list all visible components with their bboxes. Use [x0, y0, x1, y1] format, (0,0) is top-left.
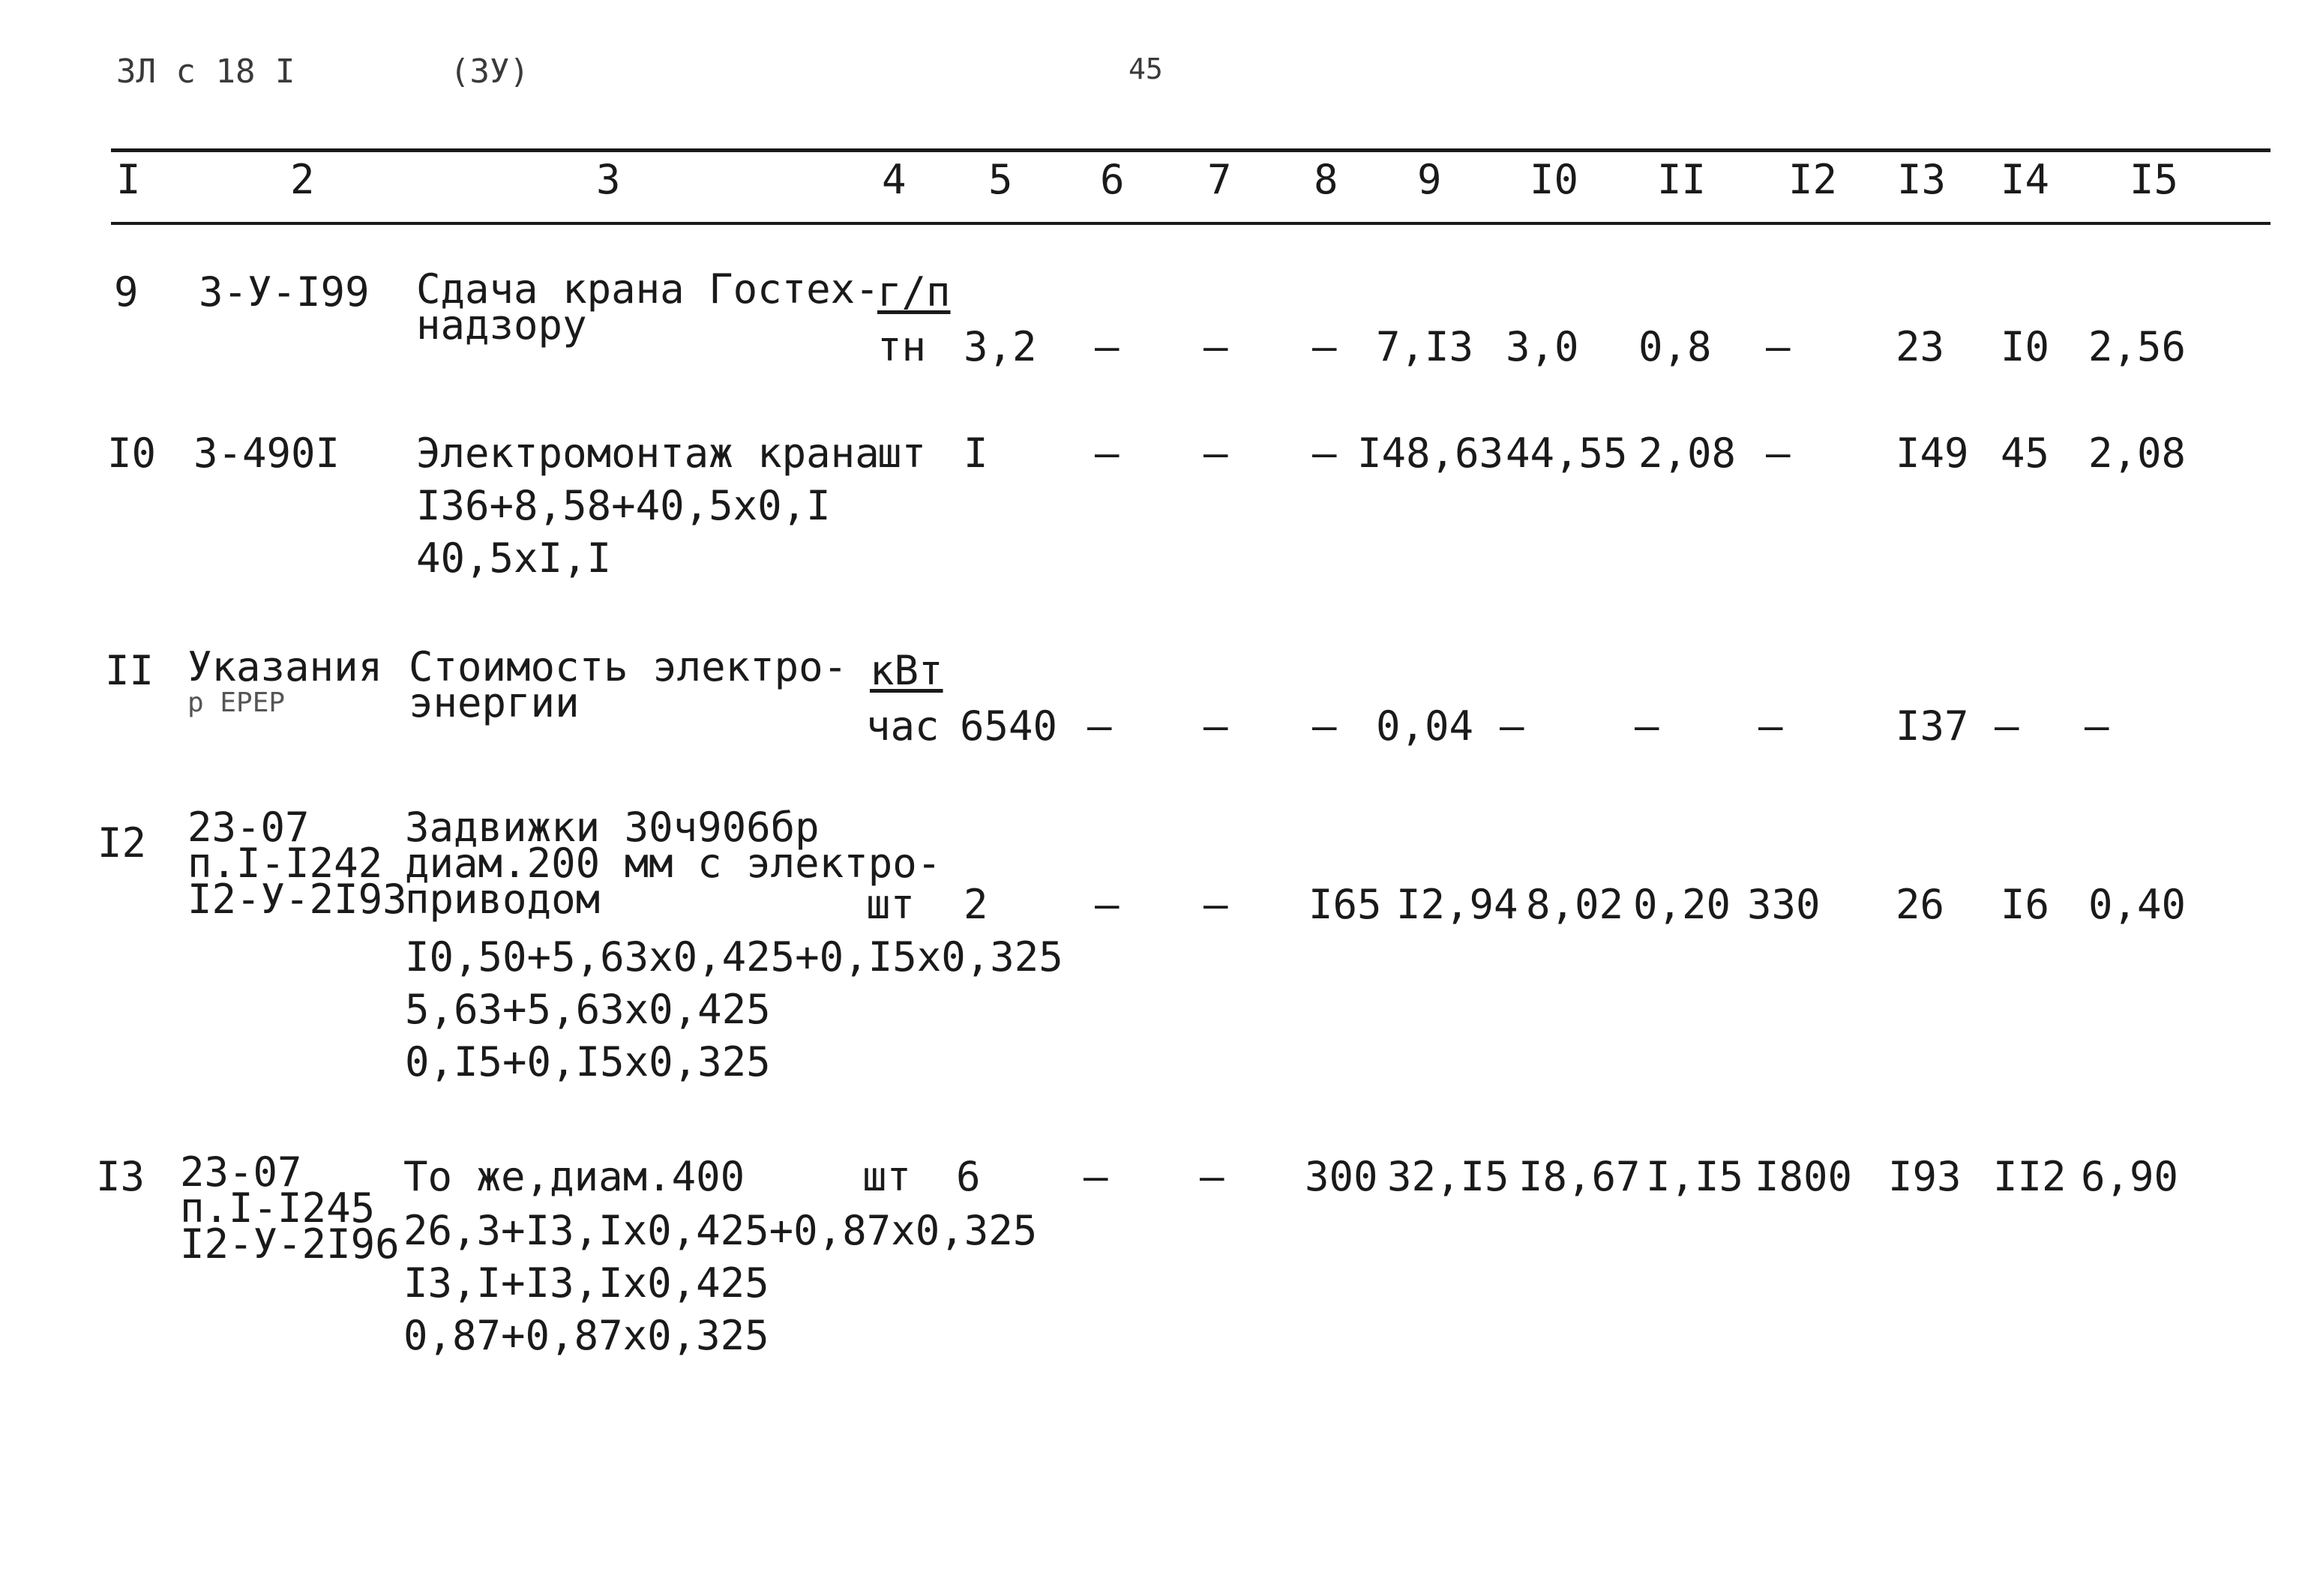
row-description — [405, 804, 942, 923]
value-col13: I93 — [1888, 1153, 1962, 1200]
value-col5: 3,2 — [964, 323, 1037, 370]
table-top-rule — [111, 148, 2271, 152]
calculation-line: 0,I5+0,I5x0,325 — [405, 1038, 771, 1085]
value-col11: 0,20 — [1633, 881, 1731, 928]
value-col10: I8,67 — [1518, 1153, 1641, 1200]
value-col15: – — [2085, 702, 2109, 750]
column-number: 4 — [882, 156, 907, 203]
value-col8: – — [1312, 702, 1337, 750]
value-col5: 6 — [956, 1153, 981, 1200]
value-col6: – — [1087, 702, 1112, 750]
column-number: I2 — [1788, 156, 1838, 203]
reference-line: Указания — [187, 643, 383, 690]
table-header-rule — [111, 222, 2271, 225]
value-col15: 6,90 — [2081, 1153, 2179, 1200]
value-col15: 2,08 — [2088, 430, 2187, 477]
row-number: I3 — [96, 1153, 145, 1200]
unit: шт — [866, 881, 916, 928]
value-col11: 2,08 — [1638, 430, 1737, 477]
value-col10: – — [1500, 702, 1524, 750]
row-reference — [187, 643, 383, 721]
unit: шт — [877, 430, 927, 477]
description-line: Сдача крана Гостех- — [416, 265, 880, 313]
row-description — [416, 265, 880, 349]
reference-line: I2-У-2I96 — [180, 1220, 400, 1268]
row-reference: 3-У-I99 — [199, 268, 370, 316]
column-number: 7 — [1207, 156, 1232, 203]
value-col13: I49 — [1896, 430, 1969, 477]
value-col8: 300 — [1305, 1153, 1378, 1200]
calculation-line: I0,50+5,63x0,425+0,I5x0,325 — [405, 933, 1063, 981]
value-col15: 2,56 — [2088, 323, 2187, 370]
unit: шт — [862, 1153, 912, 1200]
column-number: 8 — [1314, 156, 1338, 203]
description-line: Стоимость электро- — [409, 643, 848, 690]
value-col8: – — [1312, 430, 1337, 477]
value-col6: – — [1095, 430, 1120, 477]
calculation-line: 0,87+0,87x0,325 — [403, 1312, 769, 1359]
description-line: диам.200 мм с электро- — [405, 840, 942, 887]
value-col9: I48,63 — [1357, 430, 1504, 477]
reference-line: 23-07 — [187, 804, 310, 851]
value-col7: – — [1200, 1153, 1224, 1200]
unit-top: кВт — [870, 647, 943, 694]
value-col9: 7,I3 — [1376, 323, 1474, 370]
column-number: 5 — [988, 156, 1013, 203]
value-col8: I65 — [1308, 881, 1382, 928]
row-number: I0 — [107, 430, 157, 477]
value-col11: 0,8 — [1638, 323, 1712, 370]
value-col14: 45 — [2001, 430, 2050, 477]
column-number: I — [116, 156, 141, 203]
row-reference — [180, 1148, 400, 1268]
value-col12: – — [1766, 430, 1791, 477]
description-line: Электромонтаж крана — [416, 430, 880, 477]
value-col14: II2 — [1993, 1153, 2067, 1200]
row-description — [416, 427, 880, 585]
description-line: надзору — [416, 301, 587, 349]
value-col6: – — [1084, 1153, 1108, 1200]
value-col9: 0,04 — [1376, 702, 1474, 750]
column-number: I0 — [1530, 156, 1579, 203]
value-col9: I2,94 — [1396, 881, 1518, 928]
unit-top: г/п — [877, 268, 951, 316]
description-line: Задвижки 30ч906бр — [405, 804, 820, 851]
reference-line: I2-У-2I93 — [187, 876, 407, 923]
column-number: II — [1657, 156, 1707, 203]
row-calculation — [405, 931, 1063, 1088]
header-code: (ЗУ) — [450, 52, 529, 91]
value-col12: I800 — [1755, 1153, 1853, 1200]
value-col13: 23 — [1896, 323, 1945, 370]
row-number: II — [105, 647, 154, 694]
value-col5: 2 — [964, 881, 988, 928]
value-col7: – — [1203, 881, 1228, 928]
value-col5: 6540 — [960, 702, 1058, 750]
row-calculation — [403, 1205, 1037, 1362]
description-line: приводом — [405, 876, 601, 923]
value-col14: I0 — [2001, 323, 2050, 370]
value-col14: – — [1995, 702, 2019, 750]
row-number: I2 — [97, 819, 147, 867]
value-col11: – — [1635, 702, 1659, 750]
column-number: I3 — [1897, 156, 1947, 203]
unit: час — [866, 702, 940, 750]
value-col5: I — [964, 430, 988, 477]
value-col9: 32,I5 — [1387, 1153, 1509, 1200]
calculation-line: I3,I+I3,Ix0,425 — [403, 1259, 769, 1307]
row-description — [409, 643, 848, 726]
value-col13: 26 — [1896, 881, 1945, 928]
reference-line: р ЕРЕР — [187, 687, 286, 718]
reference-line: 23-07 — [180, 1148, 302, 1196]
value-col7: – — [1203, 430, 1228, 477]
value-col10: 8,02 — [1526, 881, 1624, 928]
description-line: I36+8,58+40,5x0,I — [416, 482, 831, 529]
header-left-marks: ЗЛ с 18 I — [116, 52, 295, 91]
column-number: 3 — [596, 156, 621, 203]
value-col12: 330 — [1747, 881, 1821, 928]
value-col11: I,I5 — [1646, 1153, 1744, 1200]
column-number: 2 — [290, 156, 315, 203]
value-col13: I37 — [1896, 702, 1969, 750]
value-col6: – — [1095, 881, 1120, 928]
value-col7: – — [1203, 702, 1228, 750]
row-number: 9 — [114, 268, 139, 316]
row-description: То же,диам.400 — [403, 1153, 745, 1200]
value-col10: 44,55 — [1506, 430, 1628, 477]
row-reference: 3-490I — [193, 430, 340, 477]
value-col15: 0,40 — [2088, 881, 2187, 928]
value-col7: – — [1203, 323, 1228, 370]
calculation-line: 26,3+I3,Ix0,425+0,87x0,325 — [403, 1207, 1038, 1254]
unit: тн — [877, 323, 927, 370]
column-number: 6 — [1100, 156, 1125, 203]
column-number: 9 — [1417, 156, 1442, 203]
column-number: I5 — [2130, 156, 2179, 203]
value-col12: – — [1766, 323, 1791, 370]
value-col6: – — [1095, 323, 1120, 370]
reference-line: п.I-I245 — [180, 1184, 376, 1232]
calculation-line: 5,63+5,63x0,425 — [405, 986, 771, 1033]
header-page-mark: 45 — [1129, 52, 1163, 85]
column-number: I4 — [2001, 156, 2050, 203]
value-col10: 3,0 — [1506, 323, 1579, 370]
value-col12: – — [1758, 702, 1783, 750]
row-reference — [187, 804, 407, 923]
value-col14: I6 — [2001, 881, 2050, 928]
description-line: 40,5xI,I — [416, 534, 612, 582]
reference-line: п.I-I242 — [187, 840, 383, 887]
description-line: энергии — [409, 679, 580, 726]
value-col8: – — [1312, 323, 1337, 370]
